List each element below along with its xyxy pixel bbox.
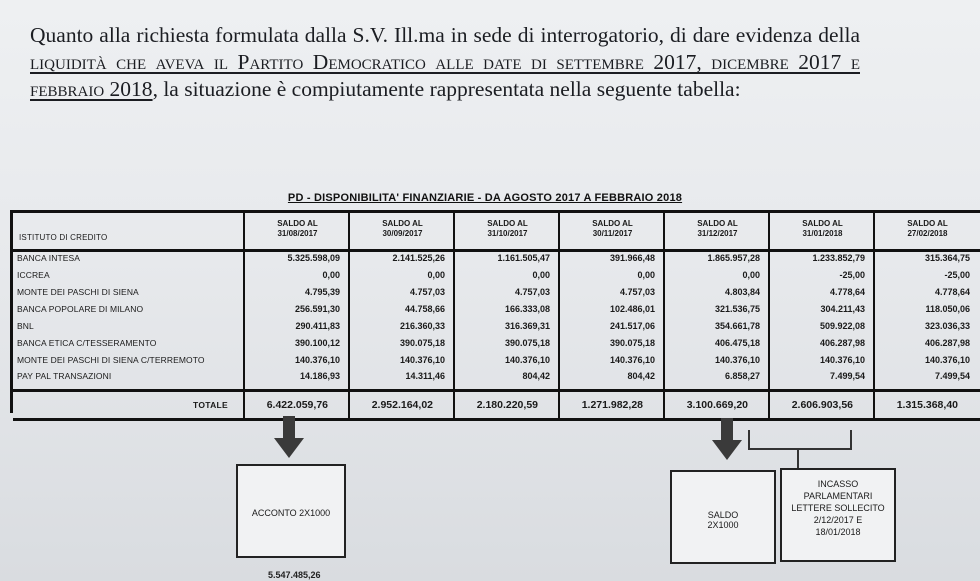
balance-cell: 256.591,30 bbox=[294, 304, 340, 314]
column-divider bbox=[558, 213, 560, 418]
total-cell: 6.422.059,76 bbox=[266, 399, 328, 411]
balance-cell: 390.100,12 bbox=[294, 338, 340, 348]
date-header-line1: SALDO AL bbox=[592, 219, 633, 228]
bank-name: BANCA POPOLARE DI MILANO bbox=[17, 304, 144, 314]
date-header-line1: SALDO AL bbox=[907, 219, 948, 228]
balance-cell: 406.475,18 bbox=[714, 338, 760, 348]
date-header-line2: 27/02/2018 bbox=[907, 229, 948, 238]
arrow-down-icon bbox=[712, 418, 744, 462]
balance-cell: 4.803,84 bbox=[724, 287, 760, 297]
column-divider bbox=[453, 213, 455, 418]
balance-cell: 5.325.598,09 bbox=[287, 253, 340, 263]
incasso-line: PARLAMENTARI bbox=[803, 491, 873, 501]
saldo-box bbox=[670, 470, 776, 564]
total-cell: 2.952.164,02 bbox=[371, 399, 433, 411]
balance-cell: 4.757,03 bbox=[619, 287, 655, 297]
balance-cell: 4.795,39 bbox=[304, 287, 340, 297]
date-column-header bbox=[455, 219, 560, 239]
finance-table bbox=[10, 210, 980, 413]
balance-cell: 804,42 bbox=[522, 371, 550, 381]
balance-cell: 140.376,10 bbox=[609, 355, 655, 365]
incasso-line: 18/01/2018 bbox=[815, 527, 861, 537]
balance-cell: 304.211,43 bbox=[820, 304, 865, 314]
column-divider bbox=[768, 213, 770, 418]
balance-cell: 804,42 bbox=[627, 371, 655, 381]
balance-cell: 7.499,54 bbox=[934, 371, 970, 381]
balance-cell: 0,00 bbox=[637, 270, 655, 280]
balance-cell: 118.050,06 bbox=[925, 304, 970, 314]
cut-off-value: 5.547.485,26 bbox=[268, 570, 321, 580]
date-column-header bbox=[350, 219, 455, 239]
balance-cell: 390.075,18 bbox=[504, 338, 550, 348]
acconto-box bbox=[236, 464, 346, 558]
balance-cell: 14.186,93 bbox=[299, 371, 340, 381]
balance-cell: 1.233.852,79 bbox=[812, 253, 865, 263]
bank-name: ICCREA bbox=[17, 270, 50, 280]
column-divider bbox=[873, 213, 875, 418]
bank-column-header: ISTITUTO DI CREDITO bbox=[19, 233, 108, 242]
date-header-line2: 31/08/2017 bbox=[277, 229, 318, 238]
total-cell: 1.271.982,28 bbox=[581, 399, 643, 411]
balance-cell: 140.376,10 bbox=[924, 355, 970, 365]
date-header-line1: SALDO AL bbox=[802, 219, 843, 228]
date-column-header bbox=[875, 219, 980, 239]
arrow-down-icon bbox=[274, 416, 306, 460]
balance-cell: 1.161.505,47 bbox=[497, 253, 550, 263]
date-header-line2: 30/11/2017 bbox=[592, 229, 633, 238]
total-cell: 2.606.903,56 bbox=[791, 399, 853, 411]
balance-cell: 321.536,75 bbox=[714, 304, 760, 314]
balance-cell: 354.661,78 bbox=[714, 321, 760, 331]
balance-cell: 7.499,54 bbox=[829, 371, 865, 381]
balance-cell: 290.411,83 bbox=[295, 321, 340, 331]
total-label: TOTALE bbox=[193, 400, 229, 410]
balance-cell: 44.758,66 bbox=[404, 304, 445, 314]
balance-cell: 140.376,10 bbox=[399, 355, 445, 365]
total-cell: 3.100.669,20 bbox=[686, 399, 748, 411]
incasso-box bbox=[780, 468, 896, 562]
date-header-line1: SALDO AL bbox=[277, 219, 318, 228]
date-header-line1: SALDO AL bbox=[697, 219, 738, 228]
balance-cell: 1.865.957,28 bbox=[707, 253, 760, 263]
balance-cell: 323.036,33 bbox=[924, 321, 970, 331]
intro-paragraph bbox=[30, 22, 860, 103]
balance-cell: 241.517,06 bbox=[609, 321, 655, 331]
balance-cell: 316.369,31 bbox=[504, 321, 550, 331]
balance-cell: 140.376,10 bbox=[294, 355, 340, 365]
balance-cell: 390.075,18 bbox=[609, 338, 655, 348]
balance-cell: 0,00 bbox=[742, 270, 760, 280]
intro-text-1: Quanto alla richiesta formulata dalla S.V. Ill.ma in sede di interrogatorio, di dare evidenza della bbox=[30, 23, 860, 47]
intro-text-2: , la situazione è compiutamente rappresentata nella seguente tabella: bbox=[152, 77, 741, 101]
date-column-header bbox=[560, 219, 665, 239]
balance-cell: 6.858,27 bbox=[724, 371, 760, 381]
balance-cell: 406.287,98 bbox=[924, 338, 970, 348]
acconto-label: ACCONTO 2X1000 bbox=[251, 508, 331, 518]
balance-cell: 4.778,64 bbox=[829, 287, 865, 297]
incasso-line: 2/12/2017 E bbox=[813, 515, 863, 525]
date-column-header bbox=[770, 219, 875, 239]
balance-cell: 2.141.525,26 bbox=[392, 253, 445, 263]
balance-cell: -25,00 bbox=[839, 270, 865, 280]
bank-name: BNL bbox=[17, 321, 34, 331]
balance-cell: 4.757,03 bbox=[409, 287, 445, 297]
date-column-header bbox=[245, 219, 350, 239]
date-header-line2: 30/09/2017 bbox=[382, 229, 423, 238]
balance-cell: -25,00 bbox=[944, 270, 970, 280]
balance-cell: 140.376,10 bbox=[504, 355, 550, 365]
date-header-line2: 31/01/2018 bbox=[802, 229, 843, 238]
table-title: PD - DISPONIBILITA' FINANZIARIE - DA AGOSTO 2017 A FEBBRAIO 2018 bbox=[287, 192, 683, 204]
balance-cell: 315.364,75 bbox=[924, 253, 970, 263]
bank-name: MONTE DEI PASCHI DI SIENA C/TERREMOTO bbox=[17, 355, 205, 365]
incasso-line: INCASSO bbox=[817, 479, 859, 489]
total-cell: 2.180.220,59 bbox=[476, 399, 538, 411]
bank-name: MONTE DEI PASCHI DI SIENA bbox=[17, 287, 139, 297]
bracket-stem bbox=[797, 448, 799, 468]
balance-cell: 0,00 bbox=[532, 270, 550, 280]
date-column-header bbox=[665, 219, 770, 239]
balance-cell: 4.778,64 bbox=[934, 287, 970, 297]
date-header-line2: 31/10/2017 bbox=[487, 229, 528, 238]
incasso-line: LETTERE SOLLECITO bbox=[791, 503, 885, 513]
balance-cell: 391.966,48 bbox=[609, 253, 655, 263]
bank-name: BANCA ETICA C/TESSERAMENTO bbox=[17, 338, 157, 348]
total-cell: 1.315.368,40 bbox=[896, 399, 958, 411]
balance-cell: 140.376,10 bbox=[714, 355, 760, 365]
total-row bbox=[13, 389, 980, 421]
column-divider bbox=[348, 213, 350, 418]
balance-cell: 140.376,10 bbox=[819, 355, 865, 365]
balance-cell: 509.922,08 bbox=[819, 321, 865, 331]
date-header-line1: SALDO AL bbox=[382, 219, 423, 228]
bank-name: PAY PAL TRANSAZIONI bbox=[17, 371, 112, 381]
intro-highlight: liquidità che aveva il Partito Democratico alle date di settembre 2017, dicembre 2017 e febbraio 2018 bbox=[30, 50, 860, 101]
column-divider bbox=[663, 213, 665, 418]
balance-cell: 166.333,08 bbox=[504, 304, 550, 314]
date-header-line2: 31/12/2017 bbox=[697, 229, 738, 238]
bracket-connector bbox=[748, 430, 852, 450]
bank-name: BANCA INTESA bbox=[17, 253, 81, 263]
balance-cell: 4.757,03 bbox=[514, 287, 550, 297]
balance-cell: 0,00 bbox=[427, 270, 445, 280]
balance-cell: 102.486,01 bbox=[609, 304, 655, 314]
balance-cell: 14.311,46 bbox=[405, 371, 445, 381]
balance-cell: 406.287,98 bbox=[819, 338, 865, 348]
balance-cell: 216.360,33 bbox=[399, 321, 445, 331]
balance-cell: 390.075,18 bbox=[399, 338, 445, 348]
date-header-line1: SALDO AL bbox=[487, 219, 528, 228]
saldo-line2: 2X1000 bbox=[707, 520, 739, 530]
column-divider bbox=[243, 213, 245, 418]
saldo-line1: SALDO bbox=[707, 510, 739, 520]
balance-cell: 0,00 bbox=[322, 270, 340, 280]
